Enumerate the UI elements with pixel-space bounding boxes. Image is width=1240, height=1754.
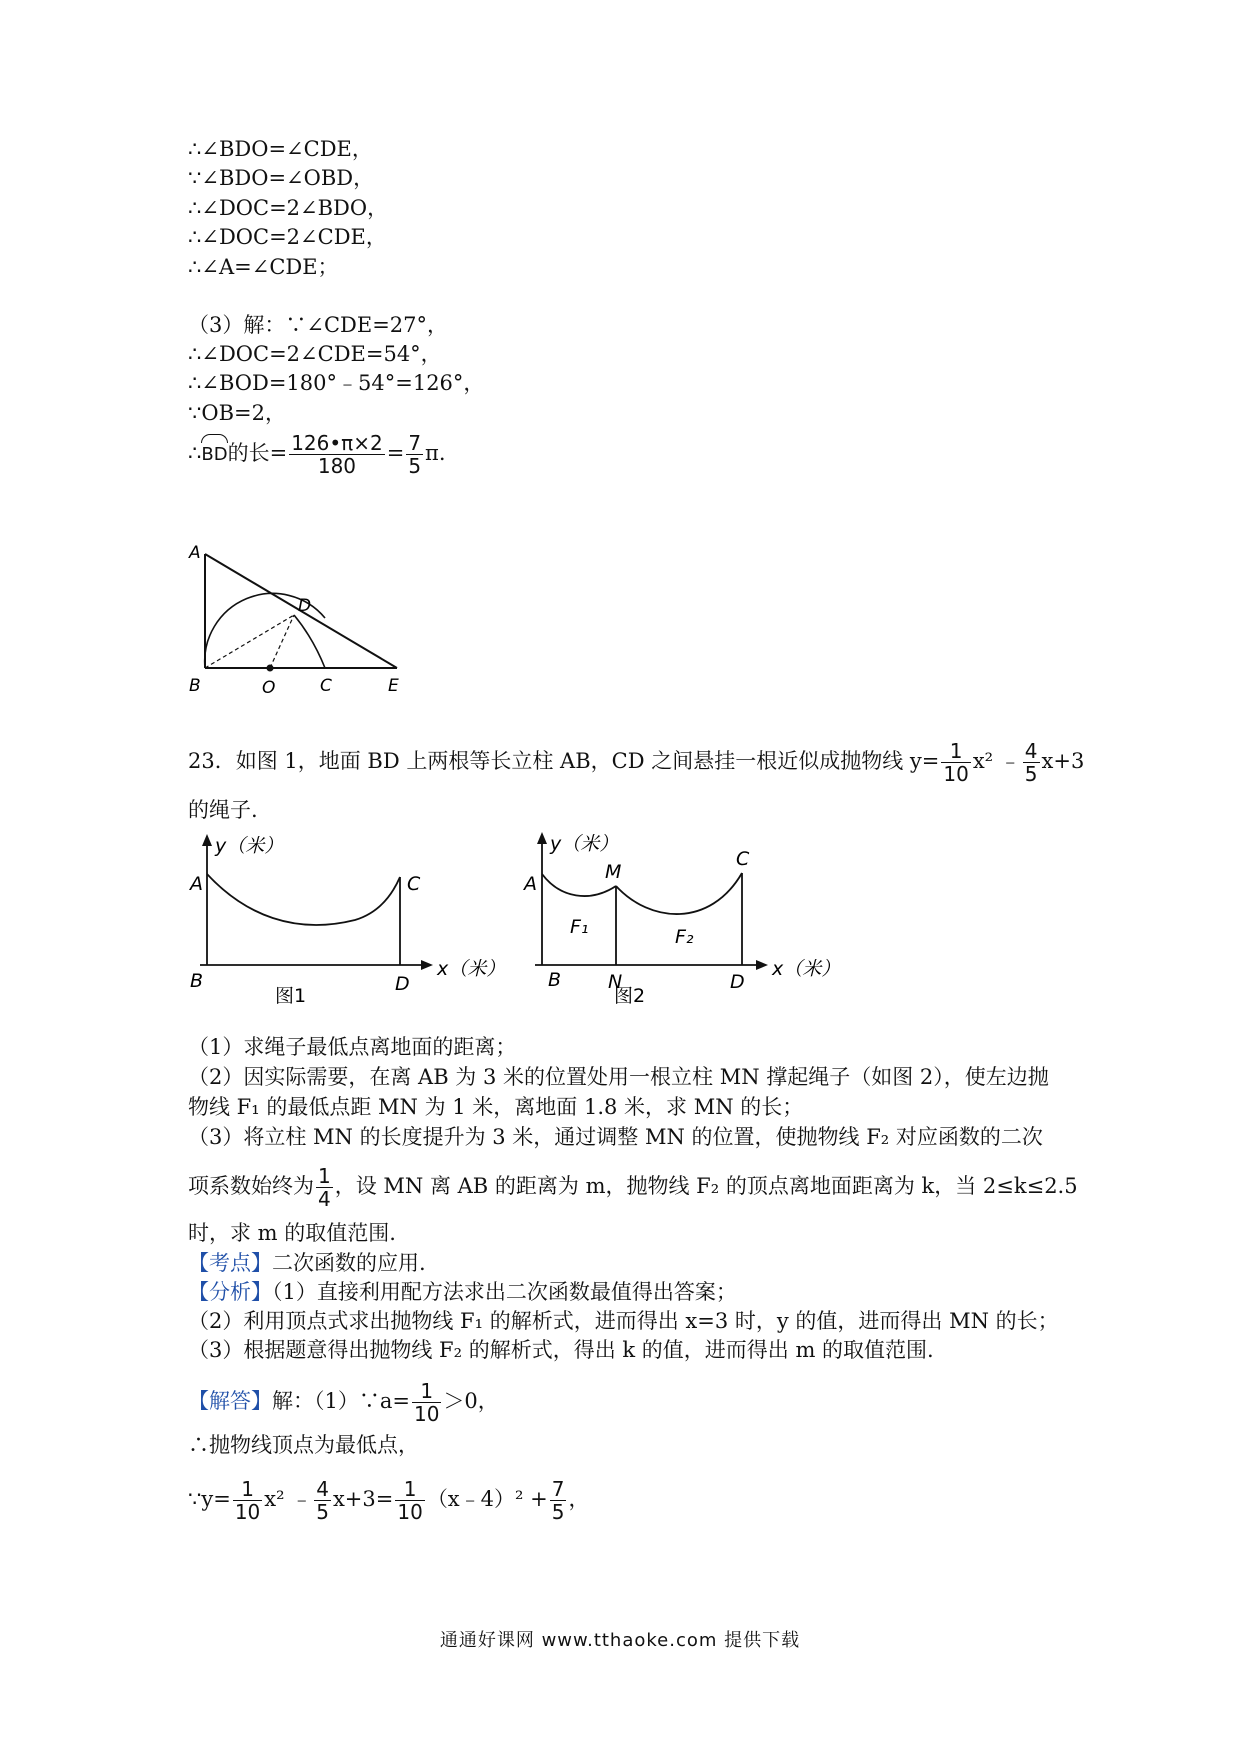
proof-line-1: ∴∠BDO=∠CDE， — [188, 137, 373, 161]
q23-part3-b: 项系数始终为 $\frac{1}{4}$ ，设 MN 离 AB 的距离为 m，抛物线 F₂ 的顶点离地面距离为 k，当 2≤k≤2.5 — [188, 1164, 1078, 1211]
fig2-label-f1: F₁ — [570, 916, 589, 938]
part3-line-1: （3）解：∵∠CDE=27°， — [188, 313, 449, 337]
fraction: $\frac{1}{10}$ — [413, 1379, 440, 1426]
jieda-line: 【解答】解：（1）∵a= $\frac{1}{10}$ ＞0， — [188, 1379, 499, 1426]
fig2-label-m: M — [605, 861, 622, 883]
fig1-label-c: C — [407, 873, 421, 895]
vertex-line: ∴抛物线顶点为最低点， — [188, 1433, 419, 1457]
label-e: E — [388, 676, 399, 696]
figure-1 — [185, 830, 515, 1010]
triangle-semicircle-figure — [185, 538, 415, 698]
label-o: O — [262, 678, 276, 698]
fig1-label-d: D — [395, 973, 410, 995]
fraction: $\frac{7}{5}$ — [551, 1477, 565, 1524]
q23-part2-a: （2）因实际需要，在离 AB 为 3 米的位置处用一根立柱 MN 撑起绳子（如图 2），使左边抛 — [188, 1065, 1049, 1089]
arc-length-line: ∴BD的长= $\frac{126•\pi\times 2}{180}$ = $\frac{7}{5}$ π. — [188, 431, 446, 478]
label-d: D — [298, 596, 312, 616]
q23-part2-b: 物线 F₁ 的最低点距 MN 为 1 米，离地面 1.8 米，求 MN 的长； — [188, 1095, 804, 1119]
fenxi-tag: 【分析】 — [188, 1280, 272, 1304]
fraction: $\frac{1}{10}$ — [234, 1477, 261, 1524]
fig2-label-c: C — [736, 848, 750, 870]
fraction: $\frac{7}{5}$ — [408, 431, 422, 478]
part3-line-3: ∴∠BOD=180°﹣54°=126°， — [188, 371, 485, 395]
fig2-label-n: N — [608, 971, 623, 993]
fraction: $\frac{4}{5}$ — [1024, 739, 1038, 786]
fig1-label-b: B — [190, 970, 204, 992]
fraction: $\frac{1}{10}$ — [397, 1477, 423, 1524]
fig1-label-a: A — [190, 873, 203, 895]
fenxi-line-2: （2）利用顶点式求出抛物线 F₁ 的解析式，进而得出 x=3 时，y 的值，进而得出 MN 的长； — [188, 1309, 1059, 1333]
fig1-ylabel: y（米） — [215, 835, 284, 857]
fraction: $\frac{1}{10}$ — [943, 739, 969, 786]
equation-line: ∵y= $\frac{1}{10}$ x² ﹣ $\frac{4}{5}$ x+3= $\frac{1}{10}$ （x﹣4）² + $\frac{7}{5}$ ， — [188, 1477, 590, 1524]
fig2-ylabel: y（米） — [550, 833, 619, 855]
jieda-tag: 【解答】 — [188, 1389, 272, 1413]
proof-line-2: ∵∠BDO=∠OBD， — [188, 166, 375, 190]
q23-part1: （1）求绳子最低点离地面的距离； — [188, 1035, 517, 1059]
fraction: $\frac{4}{5}$ — [316, 1477, 329, 1524]
fraction: $\frac{1}{4}$ — [318, 1164, 331, 1211]
q23-intro: 23．如图 1，地面 BD 上两根等长立柱 AB，CD 之间悬挂一根近似成抛物线 y= $\frac{1}{10}$ x² ﹣ $\frac{4}{5}$ x+3 — [188, 739, 1085, 786]
fig1-caption: 图1 — [275, 985, 307, 1007]
arc-bd-symbol: BD — [201, 440, 227, 470]
fig2-label-f2: F₂ — [675, 926, 694, 948]
fenxi-line-3: （3）根据题意得出抛物线 F₂ 的解析式，得出 k 的值，进而得出 m 的取值范围. — [188, 1338, 934, 1362]
page-footer: 通通好课网 www.tthaoke.com 提供下载 — [439, 1630, 801, 1651]
fig2-xlabel: x（米） — [772, 958, 841, 980]
part3-line-4: ∵OB=2， — [188, 401, 286, 425]
figure-2 — [520, 828, 850, 1010]
proof-line-4: ∴∠DOC=2∠CDE， — [188, 225, 387, 249]
q23-part3-a: （3）将立柱 MN 的长度提升为 3 米，通过调整 MN 的位置，使抛物线 F₂ 对应函数的二次 — [188, 1125, 1043, 1149]
q23-part3-c: 时，求 m 的取值范围. — [188, 1221, 396, 1245]
fig2-label-a: A — [524, 873, 537, 895]
part3-line-2: ∴∠DOC=2∠CDE=54°， — [188, 342, 442, 366]
kaodian-tag: 【考点】 — [188, 1251, 272, 1275]
fenxi-line-1: 【分析】（1）直接利用配方法求出二次函数最值得出答案； — [188, 1280, 737, 1304]
fig2-caption: 图2 — [614, 985, 646, 1007]
q23-intro-line2: 的绳子. — [188, 798, 258, 822]
fig2-label-b: B — [548, 969, 562, 991]
label-a: A — [189, 543, 201, 563]
proof-line-5: ∴∠A=∠CDE； — [188, 255, 339, 279]
proof-line-3: ∴∠DOC=2∠BDO， — [188, 196, 389, 220]
fraction: $\frac{126•\pi\times 2}{180}$ — [291, 431, 383, 478]
label-b: B — [189, 676, 201, 696]
fig2-label-d: D — [730, 971, 745, 993]
fig1-xlabel: x（米） — [437, 958, 506, 980]
label-c: C — [320, 676, 332, 696]
kaodian-line: 【考点】二次函数的应用. — [188, 1251, 426, 1275]
